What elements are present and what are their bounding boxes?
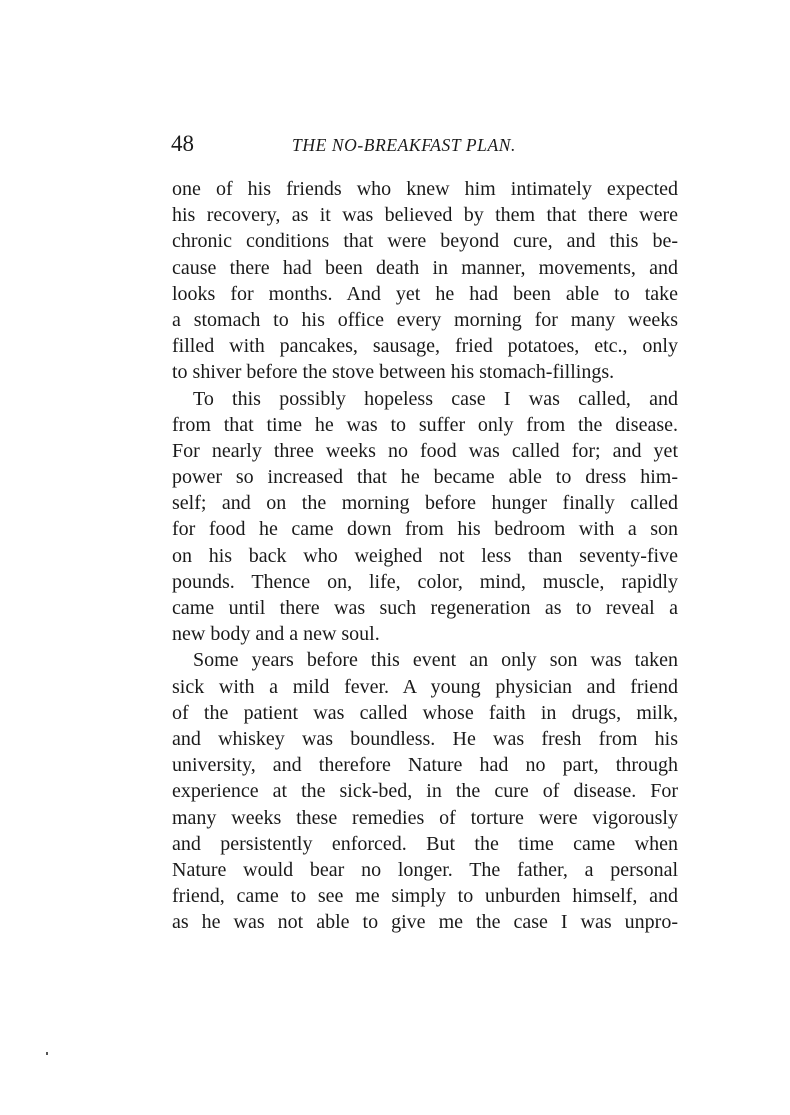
text-line: as he was not able to give me the case I was unpro- <box>172 911 678 934</box>
text-line: to shiver before the stove between his stomach-fillings. <box>172 361 615 384</box>
paragraph <box>172 386 678 648</box>
text-line: Some years before this event an only son was taken <box>193 649 678 672</box>
text-line: looks for months. And yet he had been able to take <box>172 282 678 305</box>
text-line: came until there was such regeneration as to reveal a <box>172 597 678 619</box>
text-line: sick with a mild fever. A young physician and friend <box>172 675 678 698</box>
text-line: his recovery, as it was believed by them that there were <box>172 204 678 227</box>
text-line: For nearly three weeks no food was called for; and yet <box>172 439 678 462</box>
text-line: experience at the sick-bed, in the cure of disease. For <box>172 780 678 803</box>
running-title: THE NO-BREAKFAST PLAN. <box>292 135 517 155</box>
body-text <box>172 176 678 935</box>
text-line: Nature would bear no longer. The father, a personal <box>172 858 678 881</box>
page-number: 48 <box>171 131 194 156</box>
text-line: on his back who weighed not less than seventy-five <box>172 544 678 567</box>
text-line: and whiskey was boundless. He was fresh from his <box>172 727 678 750</box>
text-line: new body and a new soul. <box>172 623 380 646</box>
scan-speck <box>46 1052 48 1055</box>
text-line: for food he came down from his bedroom with a son <box>172 518 678 541</box>
text-line: chronic conditions that were beyond cure, and this be- <box>172 230 678 253</box>
text-line: cause there had been death in manner, movements, and <box>172 256 678 279</box>
text-line: of the patient was called whose faith in drugs, milk, <box>172 701 678 724</box>
text-line: self; and on the morning before hunger finally called <box>172 492 678 515</box>
text-line: power so increased that he became able to dress him- <box>172 466 678 489</box>
paragraph <box>172 647 678 935</box>
text-line: university, and therefore Nature had no part, through <box>172 754 678 777</box>
text-line: a stomach to his office every morning for many weeks <box>172 308 678 331</box>
text-line: and persistently enforced. But the time came when <box>172 832 678 855</box>
text-line: many weeks these remedies of torture were vigorously <box>172 806 678 829</box>
paragraph <box>172 176 678 386</box>
text-line: To this possibly hopeless case I was called, and <box>193 387 678 410</box>
text-line: filled with pancakes, sausage, fried potatoes, etc., only <box>172 335 678 358</box>
text-line: pounds. Thence on, life, color, mind, muscle, rapidly <box>172 570 678 593</box>
text-line: from that time he was to suffer only from the disease. <box>172 413 678 436</box>
text-line: one of his friends who knew him intimately expected <box>172 178 678 200</box>
text-line: friend, came to see me simply to unburden himself, and <box>172 885 678 908</box>
